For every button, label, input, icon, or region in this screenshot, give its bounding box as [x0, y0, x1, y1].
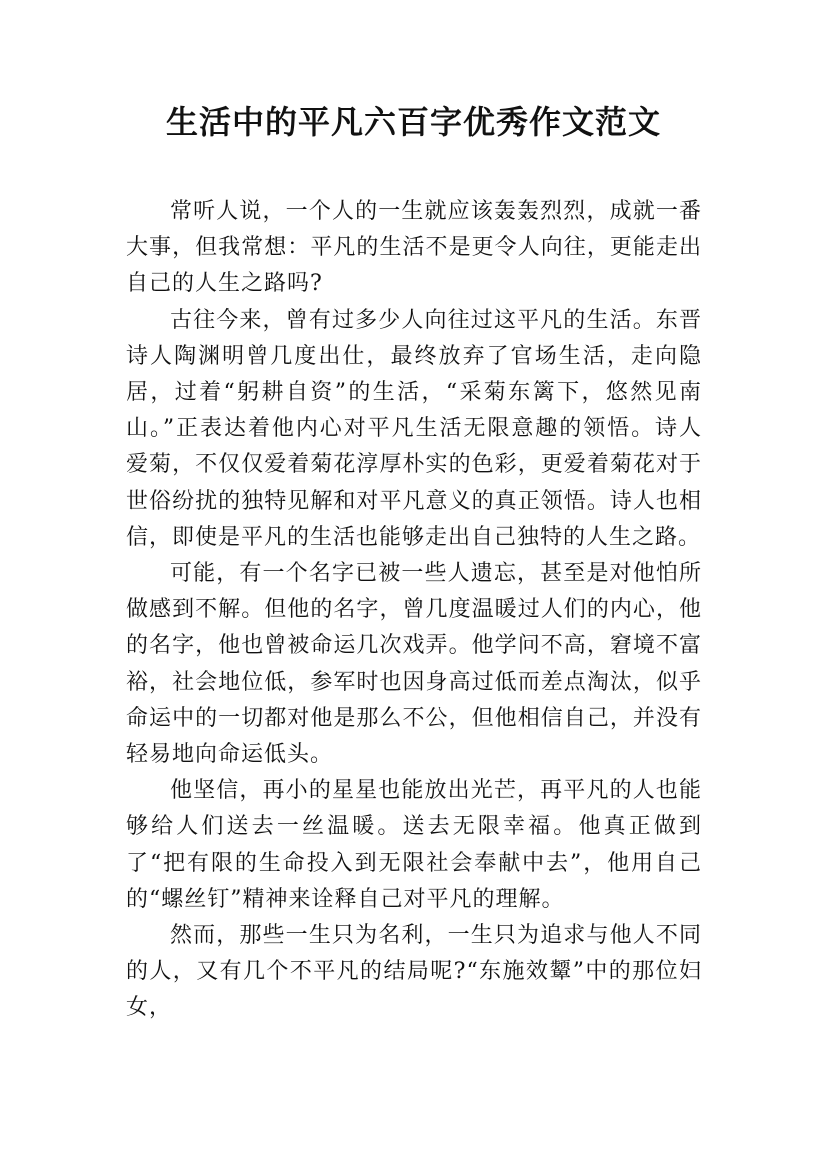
- paragraph-3: 可能，有一个名字已被一些人遗忘，甚至是对他怕所做感到不解。但他的名字，曾几度温暖过人们的内心，他的名字，他也曾被命运几次戏弄。他学问不高，窘境不富裕，社会地位低，参军时也因身高过低而差点淘汰，似乎命运中的一切都对他是那么不公，但他相信自己，并没有轻易地向命运低头。: [126, 561, 702, 768]
- paragraph-2: 古往今来，曾有过多少人向往过这平凡的生活。东晋诗人陶渊明曾几度出仕，最终放弃了官场生活，走向隐居，过着“躬耕自资”的生活，“采菊东篱下，悠然见南山。”正表达着他内心对平凡生活无限意趣的领悟。诗人爱菊，不仅仅爱着菊花淳厚朴实的色彩，更爱着菊花对于世俗纷扰的独特见解和对平凡意义的真正领悟。诗人也相信，即使是平凡的生活也能够走出自己独特的人生之路。: [126, 307, 702, 550]
- article-body: [126, 194, 702, 1027]
- paragraph-5: 然而，那些一生只为名利，一生只为追求与他人不同的人，又有几个不平凡的结局呢?“东施效颦”中的那位妇女，: [126, 923, 702, 1021]
- paragraph-1: 常听人说，一个人的一生就应该轰轰烈烈，成就一番大事，但我常想：平凡的生活不是更令人向往，更能走出自己的人生之路吗?: [126, 199, 702, 297]
- paragraph-4: 他坚信，再小的星星也能放出光芒，再平凡的人也能够给人们送去一丝温暖。送去无限幸福。他真正做到了“把有限的生命投入到无限社会奉献中去”，他用自己的“螺丝钉”精神来诠释自己对平凡的理解。: [126, 778, 702, 912]
- page-title: 生活中的平凡六百字优秀作文范文: [165, 103, 661, 141]
